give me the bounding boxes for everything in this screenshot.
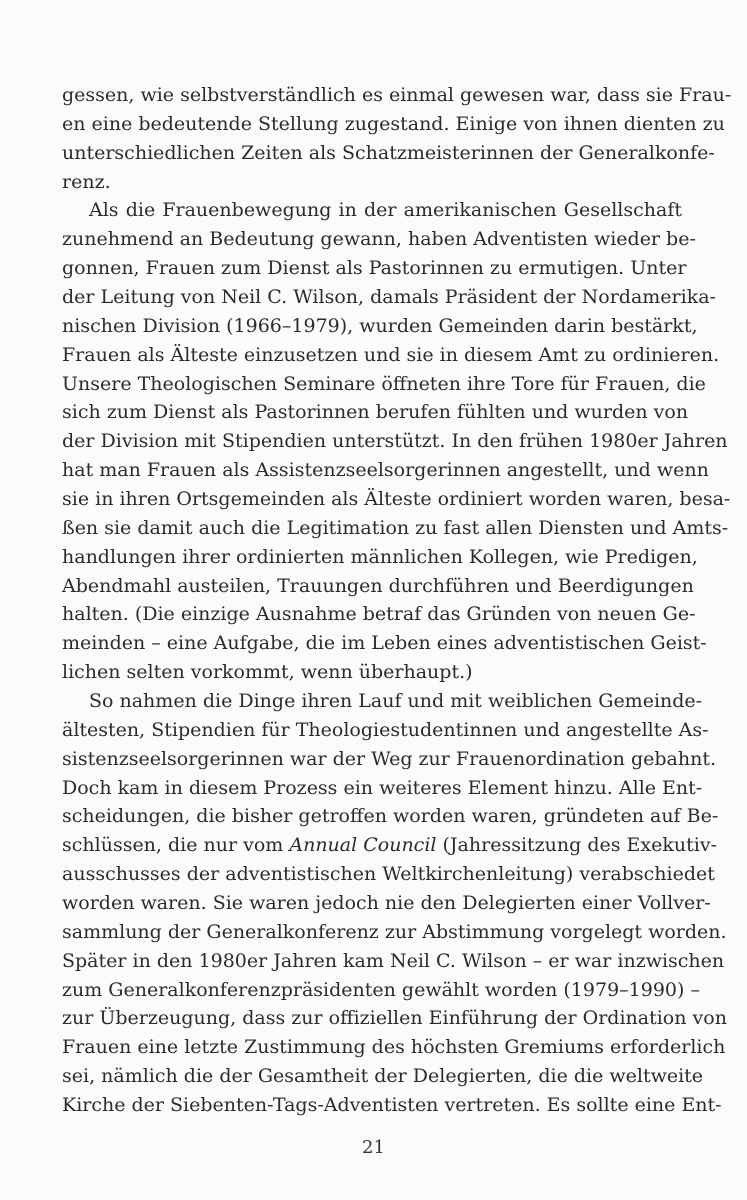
- text-line: zunehmend an Bedeutung gewann, haben Adventisten wieder be-: [62, 228, 696, 250]
- text-line: Frauen als Älteste einzusetzen und sie in diesem Amt zu ordinieren.: [62, 344, 720, 366]
- text-line: Doch kam in diesem Prozess ein weiteres Element hinzu. Alle Ent-: [62, 777, 703, 799]
- text-line: Unsere Theologischen Seminare öffneten ihre Tore für Frauen, die: [62, 373, 706, 395]
- text-line: Als die Frauenbewegung in der amerikanischen Gesellschaft: [89, 199, 682, 221]
- text-line: scheidungen, die bisher getroffen worden waren, gründeten auf Be-: [62, 805, 719, 827]
- text-line: zum Generalkonferenzpräsidenten gewählt worden (1979–1990) –: [62, 979, 700, 1001]
- text-line: sie in ihren Ortsgemeinden als Älteste ordiniert worden waren, besa-: [62, 488, 731, 510]
- text-line: gonnen, Frauen zum Dienst als Pastorinnen zu ermutigen. Unter: [62, 257, 687, 279]
- text-line: gessen, wie selbstverständlich es einmal gewesen war, dass sie Frau-: [62, 84, 732, 106]
- text-segment: (Jahressitzung des Exekutiv-: [436, 834, 717, 856]
- text-line: So nahmen die Dinge ihren Lauf und mit weiblichen Gemeinde-: [89, 690, 703, 712]
- text-line: unterschiedlichen Zeiten als Schatzmeisterinnen der Generalkonfe-: [62, 142, 715, 164]
- text-line: der Division mit Stipendien unterstützt. In den frühen 1980er Jahren: [62, 430, 728, 452]
- text-segment: schlüssen, die nur vom: [62, 834, 290, 856]
- text-line: [62, 830, 717, 861]
- text-line: sei, nämlich die der Gesamtheit der Delegierten, die die weltweite: [62, 1065, 704, 1087]
- text-line: Kirche der Siebenten-Tags-Adventisten vertreten. Es sollte eine Ent-: [62, 1094, 722, 1116]
- text-line: sammlung der Generalkonferenz zur Abstimmung vorgelegt worden.: [62, 921, 727, 943]
- text-line: sich zum Dienst als Pastorinnen berufen fühlten und wurden von: [62, 401, 689, 423]
- text-line: der Leitung von Neil C. Wilson, damals Präsident der Nordamerika-: [62, 286, 716, 308]
- text-line: Abendmahl austeilen, Trauungen durchführen und Beerdigungen: [62, 575, 694, 597]
- text-line: hat man Frauen als Assistenzseelsorgerinnen angestellt, und wenn: [62, 459, 709, 481]
- text-line: Später in den 1980er Jahren kam Neil C. Wilson – er war inzwischen: [62, 950, 725, 972]
- page-number: 21: [362, 1137, 385, 1158]
- text-line: renz.: [62, 171, 111, 193]
- text-line: meinden – eine Aufgabe, die im Leben eines adventistischen Geist-: [62, 632, 707, 654]
- text-line: ausschusses der adventistischen Weltkirchenleitung) verabschiedet: [62, 863, 715, 885]
- text-line: halten. (Die einzige Ausnahme betraf das Gründen von neuen Ge-: [62, 603, 696, 625]
- text-line: sistenzseelsorgerinnen war der Weg zur Frauenordination gebahnt.: [62, 748, 716, 770]
- text-line: ßen sie damit auch die Legitimation zu fast allen Diensten und Amts-: [62, 517, 729, 539]
- text-line: ältesten, Stipendien für Theologiestudentinnen und angestellte As-: [62, 719, 709, 741]
- text-line: en eine bedeutende Stellung zugestand. Einige von ihnen dienten zu: [62, 113, 725, 135]
- text-line: Frauen eine letzte Zustimmung des höchsten Gremiums erforderlich: [62, 1036, 726, 1058]
- text-line: lichen selten vorkommt, wenn überhaupt.): [62, 661, 473, 683]
- italic-term: Annual Council: [289, 834, 437, 856]
- text-line: worden waren. Sie waren jedoch nie den Delegierten einer Vollver-: [62, 892, 711, 914]
- text-line: handlungen ihrer ordinierten männlichen Kollegen, wie Predigen,: [62, 546, 698, 568]
- text-line: nischen Division (1966–1979), wurden Gemeinden darin bestärkt,: [62, 315, 698, 337]
- text-line: zur Überzeugung, dass zur offiziellen Einführung der Ordination von: [62, 1007, 727, 1029]
